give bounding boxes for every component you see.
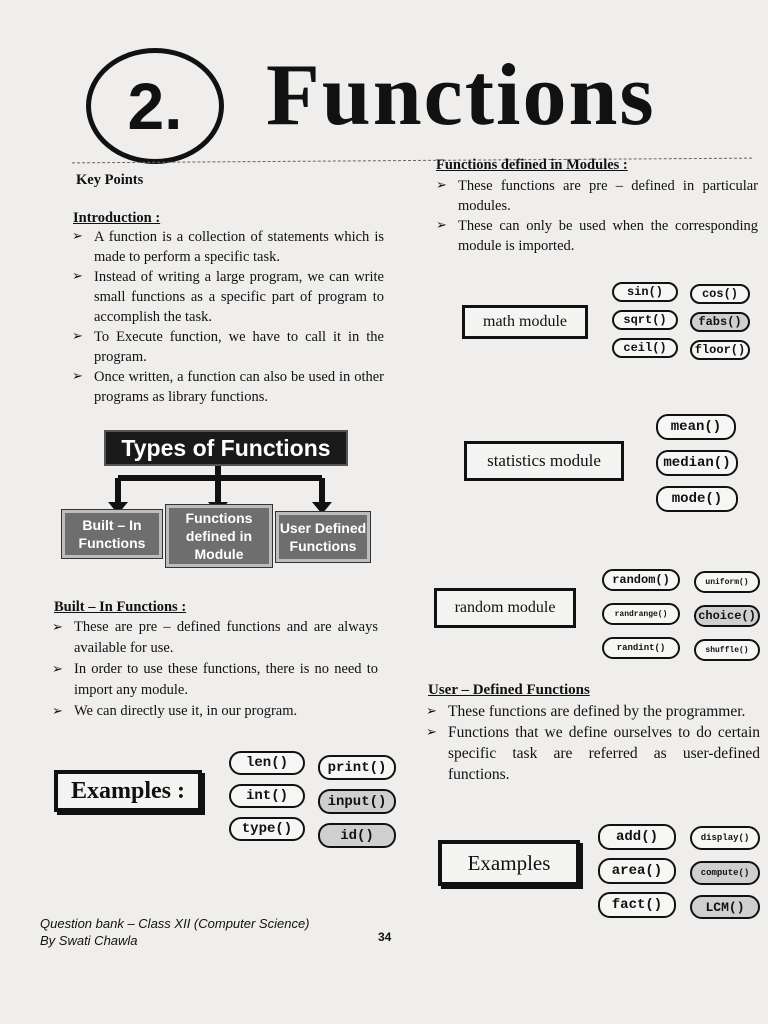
random-random: random() xyxy=(602,569,680,591)
statistics-module-label: statistics module xyxy=(464,441,624,481)
user-display: display() xyxy=(690,826,760,850)
random-shuffle: shuffle() xyxy=(694,639,760,661)
user-defined-heading: User – Defined Functions xyxy=(428,682,590,698)
random-randint: randint() xyxy=(602,637,680,659)
example-input: input() xyxy=(318,789,396,814)
introduction-list xyxy=(72,227,384,407)
list-item: ➢ These functions are defined by the programmer. xyxy=(426,701,760,722)
stats-mode: mode() xyxy=(656,486,738,512)
list-item: ➢ We can directly use it, in our program. xyxy=(52,701,378,722)
random-module-label: random module xyxy=(434,588,576,628)
type-module: Functions defined in Module xyxy=(166,505,272,567)
examples-label: Examples : xyxy=(54,770,202,812)
example-int: int() xyxy=(229,784,305,808)
chapter-number: 2. xyxy=(86,48,224,164)
stats-mean: mean() xyxy=(656,414,736,440)
example-id: id() xyxy=(318,823,396,848)
user-area: area() xyxy=(598,858,676,884)
random-randrange: randrange() xyxy=(602,603,680,625)
math-module-label: math module xyxy=(462,305,588,339)
example-print: print() xyxy=(318,755,396,780)
user-defined-list xyxy=(426,701,760,785)
math-ceil: ceil() xyxy=(612,338,678,358)
math-sin: sin() xyxy=(612,282,678,302)
introduction-heading: Introduction : xyxy=(73,210,161,226)
math-fabs: fabs() xyxy=(690,312,750,332)
list-item: ➢ To Execute function, we have to call it in the program. xyxy=(72,327,384,367)
user-lcm: LCM() xyxy=(690,895,760,919)
user-fact: fact() xyxy=(598,892,676,918)
stats-median: median() xyxy=(656,450,738,476)
types-of-functions-title: Types of Functions xyxy=(104,430,348,466)
list-item: ➢ Once written, a function can also be used in other programs as library functions. xyxy=(72,367,384,407)
modules-heading: Functions defined in Modules : xyxy=(436,157,628,173)
list-item: ➢ These can only be used when the corresponding module is imported. xyxy=(436,216,758,256)
list-item: ➢ Instead of writing a large program, we can write small functions as a specific part of program to accomplish the task. xyxy=(72,267,384,327)
page-number: 34 xyxy=(378,930,392,944)
example-len: len() xyxy=(229,751,305,775)
footer-book-title: Question bank – Class XII (Computer Science) xyxy=(40,916,310,931)
footer-author: By Swati Chawla xyxy=(40,933,138,948)
built-in-heading: Built – In Functions : xyxy=(54,599,187,615)
list-item: ➢ A function is a collection of statements which is made to perform a specific task. xyxy=(72,227,384,267)
example-type: type() xyxy=(229,817,305,841)
math-sqrt: sqrt() xyxy=(612,310,678,330)
built-in-list xyxy=(52,617,378,722)
list-item: ➢ These functions are pre – defined in particular modules. xyxy=(436,176,758,216)
random-choice: choice() xyxy=(694,605,760,627)
random-uniform: uniform() xyxy=(694,571,760,593)
key-points-label: Key Points xyxy=(76,172,144,188)
list-item: ➢ Functions that we define ourselves to do certain specific task are referred as user-defined functions. xyxy=(426,722,760,785)
type-user-defined: User Defined Functions xyxy=(276,512,370,562)
user-examples-label: Examples xyxy=(438,840,580,886)
list-item: ➢ These are pre – defined functions and are always available for use. xyxy=(52,617,378,659)
math-cos: cos() xyxy=(690,284,750,304)
chapter-title: Functions xyxy=(266,47,656,144)
modules-list xyxy=(436,176,758,256)
math-floor: floor() xyxy=(690,340,750,360)
list-item: ➢ In order to use these functions, there is no need to import any module. xyxy=(52,659,378,701)
type-built-in: Built – In Functions xyxy=(62,510,162,558)
user-compute: compute() xyxy=(690,861,760,885)
user-add: add() xyxy=(598,824,676,850)
